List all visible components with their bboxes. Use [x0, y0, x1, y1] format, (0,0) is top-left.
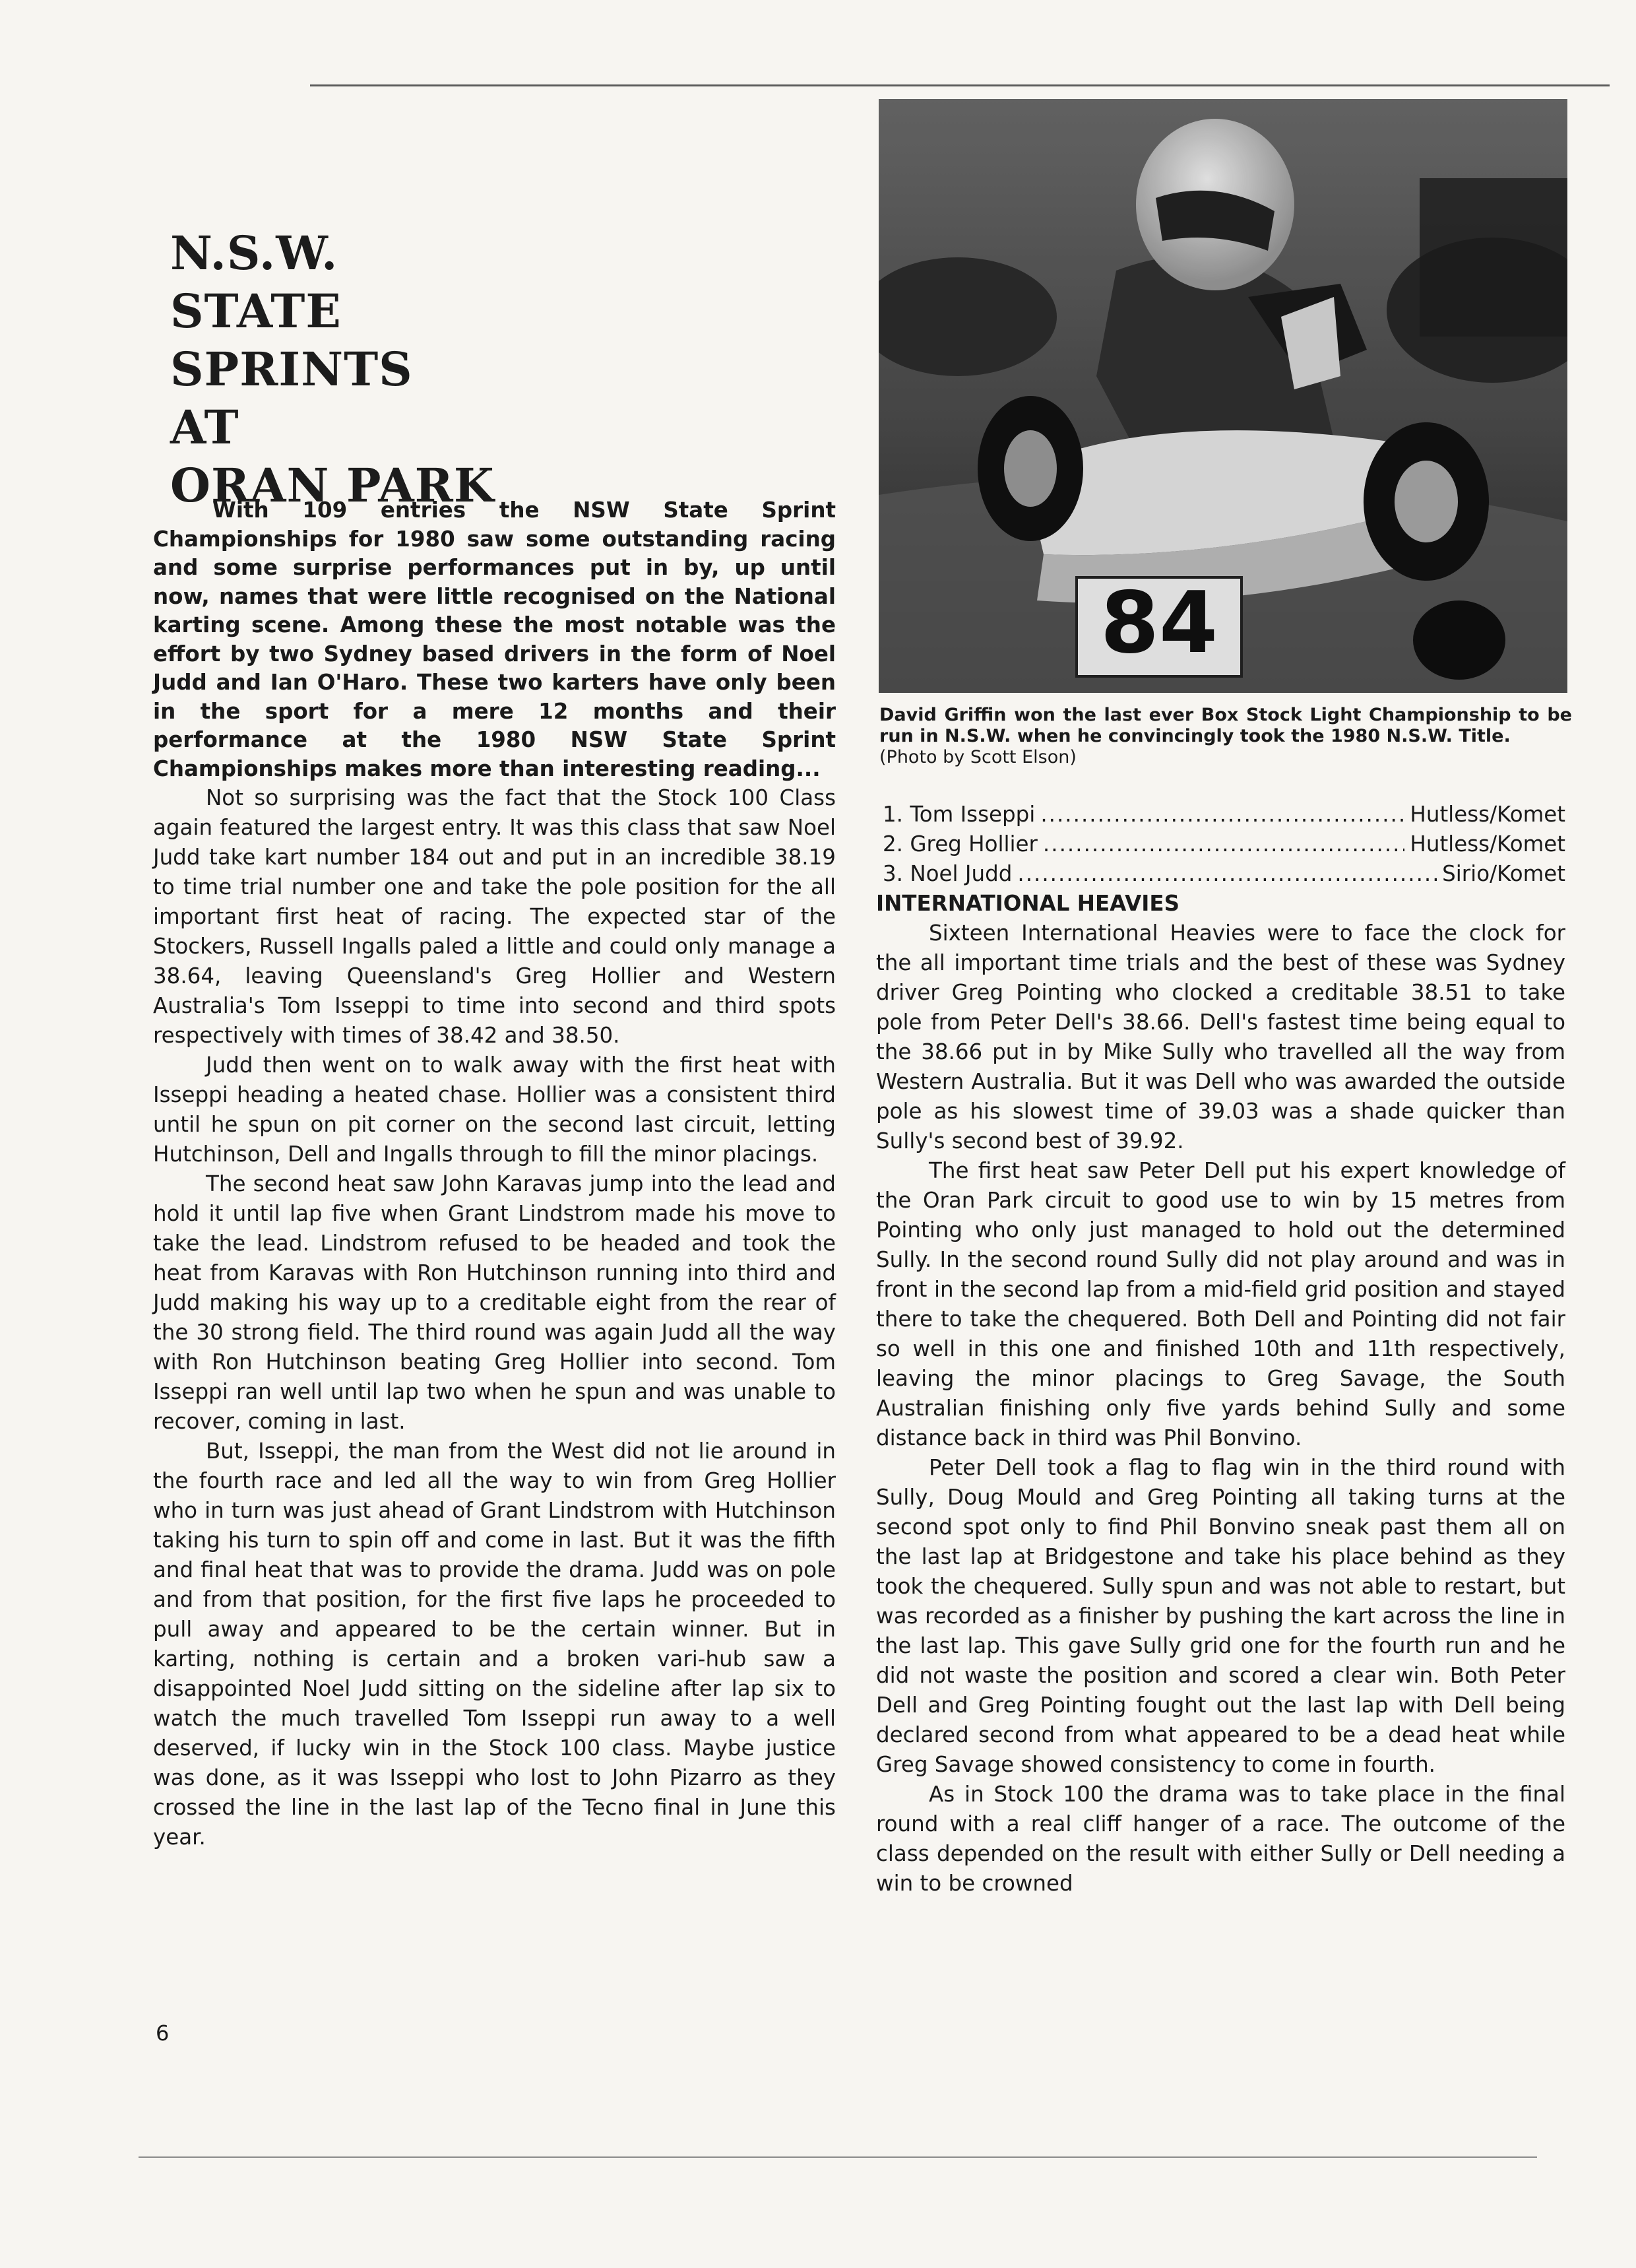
result-position: 2.	[883, 831, 904, 857]
page-number: 6	[156, 2021, 170, 2046]
top-rule	[310, 84, 1610, 86]
kart-photo-illustration	[879, 99, 1567, 693]
headline-line-4: AT	[170, 400, 239, 455]
headline-line-5: ORAN PARK	[170, 458, 495, 513]
body-paragraph: The second heat saw John Karavas jump into the lead and hold it until lap five when Grant Lindstrom made his move to take the lead. Lindstrom refused to be headed and took the heat from Karavas with Ron Hutchinson running into third and Judd making his way up to a creditable eight from the rear of the 30 strong field. The third round was again Judd all the way with Ron Hutchinson beating Greg Hollier into second. Tom Isseppi ran well until lap two when he spun and was unable to recover, coming in last.	[153, 1171, 836, 1434]
leader-dots	[1043, 829, 1404, 859]
body-paragraph: Judd then went on to walk away with the first heat with Isseppi heading a heated chase. Hollier was a consistent third until he spun on pit corner on the second last circuit, letting Hutchinson, Dell and Ingalls through to fill the minor placings.	[153, 1053, 836, 1167]
body-paragraph: As in Stock 100 the drama was to take place in the final round with a real cliff hanger of a race. The outcome of the class depended on the result with either Sully or Dell needing a win to be crowned	[876, 1782, 1565, 1896]
right-column	[876, 800, 1565, 1898]
body-paragraph: Sixteen International Heavies were to face the clock for the all important time trials and the best of these was Sydney driver Greg Pointing who clocked a creditable 38.51 to take pole from Peter Dell's 38.66. Dell's fastest time being equal to the 38.66 put in by Mike Sully who travelled all the way from Western Australia. But it was Dell who was awarded the outside pole as his slowest time of 39.03 was a shade quicker than Sully's second best of 39.92.	[876, 921, 1565, 1153]
photo-caption	[879, 705, 1572, 768]
stock-100-results	[876, 800, 1565, 889]
result-row	[876, 800, 1565, 829]
body-paragraph: Peter Dell took a flag to flag win in the third round with Sully, Doug Mould and Greg Pointing all taking turns at the second spot only to find Phil Bonvino sneak past them all on the last lap at Bridgestone and take his place behind as they took the chequered. Sully spun and was not able to restart, but was recorded as a finisher by pushing the kart across the line in the last lap. This gave Sully grid one for the fourth run and he did not waste the position and scored a clear win. Both Peter Dell and Greg Pointing fought out the last lap with Dell being declared second from what appeared to be a dead heat while Greg Savage showed consistency to come in fourth.	[876, 1455, 1565, 1777]
caption-credit: (Photo by Scott Elson)	[879, 747, 1077, 767]
result-position: 3.	[883, 861, 904, 886]
headline-line-2: STATE	[170, 284, 342, 339]
result-driver: Noel Judd	[910, 861, 1013, 886]
caption-text: David Griffin won the last ever Box Stock Light Championship to be run in N.S.W. when he convincingly took the 1980 N.S.W. Title.	[879, 705, 1572, 746]
body-paragraph: But, Isseppi, the man from the West did not lie around in the fourth race and led all the way to win from Greg Hollier who in turn was just ahead of Grant Lindstrom with Hutchinson taking his turn to spin off and come in last. But it was the fifth and final heat that was to provide the drama. Judd was on pole and from that position, for the first five laps he proceeded to pull away and appeared to be the certain winner. But in karting, nothing is certain and a broken vari-hub saw a disappointed Noel Judd sitting on the sideline after lap six to watch the much travelled Tom Isseppi run away to a well deserved, if lucky win in the Stock 100 class. Maybe justice was done, as it was Isseppi who lost to John Pizarro as they crossed the line in the last lap of the Tecno final in June this year.	[153, 1439, 836, 1850]
result-position: 1.	[883, 802, 904, 827]
result-driver: Tom Isseppi	[910, 802, 1036, 827]
result-row	[876, 859, 1565, 889]
lead-paragraph: With 109 entries the NSW State Sprint Championships for 1980 saw some outstanding racing and some surprise performances put in by, up until now, names that were little recognised on the National karting scene. Among these the most notable was the effort by two Sydney based drivers in the form of Noel Judd and Ian O'Haro. These two karters have only been in the sport for a mere 12 months and their performance at the 1980 NSW State Sprint Championships makes more than interesting reading...	[153, 498, 836, 781]
kart-number-plate: 84	[1100, 574, 1218, 672]
body-paragraph: Not so surprising was the fact that the Stock 100 Class again featured the largest entry. It was this class that saw Noel Judd take kart number 184 out and put in an incredible 38.19 to time trial number one and take the pole position for the all important first heat of racing. The expected star of the Stockers, Russell Ingalls paled a little and could only manage a 38.64, leaving Queensland's Greg Hollier and Western Australia's Tom Isseppi to time into second and third spots respectively with times of 38.42 and 38.50.	[153, 785, 836, 1048]
result-driver: Greg Hollier	[910, 831, 1038, 857]
leader-dots	[1040, 800, 1404, 829]
bottom-rule	[139, 2156, 1537, 2158]
result-team: Hutless/Komet	[1410, 802, 1565, 827]
headline-line-1: N.S.W.	[170, 226, 338, 280]
article-headline	[170, 224, 540, 515]
left-column	[153, 496, 836, 1852]
result-team: Hutless/Komet	[1410, 831, 1565, 857]
result-row	[876, 829, 1565, 859]
result-team: Sirio/Komet	[1442, 861, 1565, 886]
kart-photo	[879, 99, 1567, 693]
section-subhead: INTERNATIONAL HEAVIES	[876, 891, 1180, 916]
headline-line-3: SPRINTS	[170, 342, 413, 397]
body-paragraph: The first heat saw Peter Dell put his expert knowledge of the Oran Park circuit to good use to win by 15 metres from Pointing who only just managed to hold out the determined Sully. In the second round Sully did not play around and was in front in the second lap from a mid-field grid position and stayed there to take the chequered. Both Dell and Pointing did not fair so well in this one and finished 10th and 11th respectively, leaving the minor placings to Greg Savage, the South Australian finishing only five yards behind Sully and some distance back in third was Phil Bonvino.	[876, 1158, 1565, 1450]
leader-dots	[1017, 859, 1437, 889]
